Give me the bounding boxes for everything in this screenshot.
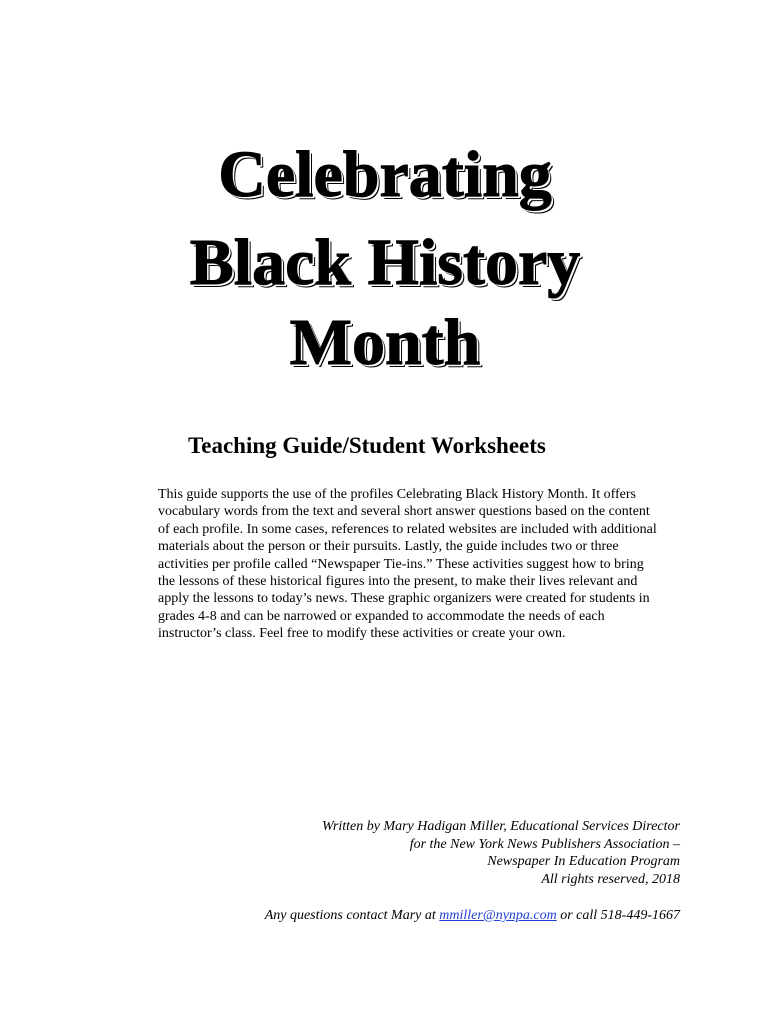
subtitle: Teaching Guide/Student Worksheets (188, 433, 546, 458)
title-line-black-history: Black History (189, 226, 581, 299)
intro-paragraph: This guide supports the use of the profiles Celebrating Black History Month. It offers vocabulary words from the text and several short answer questions based on the content of each profile. In some cases, references to related websites are included with additional materials about the person or their pursuits. Lastly, the guide includes two or three activities per profile called “Newspaper Tie-ins.” These activities suggest how to bring the lessons of these historical figures into the present, to make their lives relevant and apply the lessons to today’s news. These graphic organizers were created for students in grades 4-8 and can be narrowed or expanded to accommodate the needs of each instructor’s class. Feel free to modify these activities or create your own. (158, 487, 657, 642)
credits-line-author: Written by Mary Hadigan Miller, Educational Services Director (322, 819, 680, 834)
title-line-month: Month (289, 306, 481, 379)
contact-suffix: or call 518-449-1667 (556, 908, 680, 923)
email-link[interactable]: mmiller@nynpa.com (439, 908, 557, 923)
author-credits (322, 818, 680, 888)
contact-prefix: Any questions contact Mary at (264, 908, 440, 923)
credits-line-copyright: All rights reserved, 2018 (541, 871, 680, 887)
title-line-celebrating: Celebrating (218, 138, 552, 211)
credits-line-association: for the New York News Publishers Association – (409, 836, 680, 852)
contact-line (265, 907, 680, 925)
credits-line-program: Newspaper In Education Program (487, 854, 680, 870)
